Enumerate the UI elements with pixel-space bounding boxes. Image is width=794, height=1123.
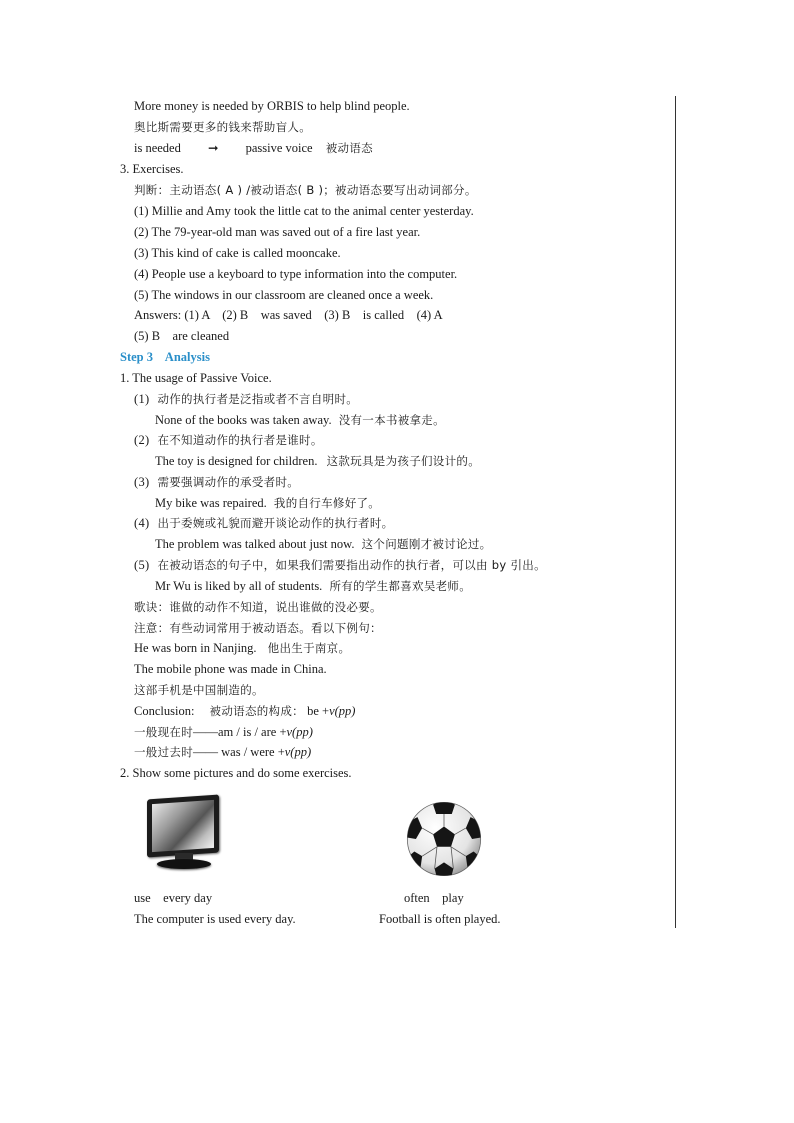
text-span: Mr Wu is liked by all of students.	[155, 579, 323, 593]
text-line	[155, 578, 471, 594]
text-span: My bike was repaired.	[155, 496, 267, 510]
text-line: Answers: (1) A (2) B was saved (3) B is called (4) A	[134, 308, 443, 322]
text-span: passive voice	[245, 141, 313, 155]
text-span: He was born in Nanjing.	[134, 641, 257, 655]
text-line: (1) Millie and Amy took the little cat to the animal center yesterday.	[134, 204, 474, 218]
text-span: 在不知道动作的执行者是谁时。	[157, 433, 323, 447]
text-line: More money is needed by ORBIS to help blind people.	[134, 99, 410, 113]
text-line: (4) People use a keyboard to type information into the computer.	[134, 267, 458, 281]
text-line: The mobile phone was made in China.	[134, 662, 327, 676]
text-line: use every day	[134, 891, 213, 905]
text-span: 动作的执行者是泛指或者不言自明时。	[157, 392, 359, 406]
usage-item	[134, 515, 393, 531]
text-line: 这部手机是中国制造的。	[134, 683, 264, 697]
text-line: 歌诀：谁做的动作不知道，说出谁做的没必要。	[134, 600, 382, 614]
text-line	[155, 495, 380, 511]
football-icon	[405, 800, 483, 878]
text-span: The toy is designed for children.	[155, 454, 318, 468]
section-heading: Step 3 Analysis	[120, 350, 210, 364]
text-line: 注意：有些动词常用于被动语态。看以下例句：	[134, 621, 382, 635]
text-span: v(pp)	[286, 725, 313, 739]
text-line: (5) The windows in our classroom are cleaned once a week.	[134, 288, 434, 302]
text-span: 这个问题刚才被讨论过。	[361, 537, 492, 551]
text-span: The problem was talked about just now.	[155, 537, 355, 551]
text-span: 被动语态的构成：	[209, 704, 304, 718]
usage-item	[134, 557, 546, 573]
text-line: 1. The usage of Passive Voice.	[120, 371, 272, 385]
text-line: Football is often played.	[379, 912, 501, 926]
margin-rule	[675, 96, 676, 928]
text-span: 在被动语态的句子中，如果我们需要指出动作的执行者，可以由 by 引出。	[157, 558, 546, 572]
text-span: ——am / is / are +	[193, 725, 287, 739]
item-number: (2)	[134, 433, 150, 447]
text-span: Conclusion:	[134, 704, 195, 718]
text-line	[134, 724, 313, 740]
text-span: be +	[307, 704, 330, 718]
text-line: (3) This kind of cake is called mooncake.	[134, 246, 341, 260]
text-span: 没有一本书被拿走。	[338, 413, 445, 427]
text-span: 被动语态	[325, 141, 373, 155]
item-number: (5)	[134, 558, 150, 572]
text-line: (5) B are cleaned	[134, 329, 230, 343]
text-span: 这款玩具是为孩子们设计的。	[326, 454, 480, 468]
item-number: (3)	[134, 475, 150, 489]
monitor-screen	[152, 800, 214, 852]
text-line	[155, 453, 480, 469]
text-span: is needed	[134, 141, 181, 155]
text-span: 需要强调动作的承受者时。	[157, 475, 300, 489]
text-span: v(pp)	[329, 704, 356, 718]
text-line	[155, 412, 445, 428]
text-span: v(pp)	[284, 745, 312, 759]
text-line	[134, 703, 355, 719]
usage-item	[134, 474, 299, 490]
arrow-icon: ➞	[207, 140, 219, 155]
monitor-frame	[147, 794, 219, 857]
text-span: —— was / were +	[193, 745, 285, 759]
text-line: (2) The 79-year-old man was saved out of a fire last year.	[134, 225, 421, 239]
text-line: 奥比斯需要更多的钱来帮助盲人。	[134, 120, 311, 134]
text-line: 判断：主动语态( A ) /被动语态( B )；被动语态要写出动词部分。	[134, 183, 477, 197]
computer-monitor-icon	[145, 795, 225, 875]
text-span: 他出生于南京。	[267, 641, 351, 655]
text-line	[134, 140, 373, 156]
item-number: (1)	[134, 392, 150, 406]
item-number: (4)	[134, 516, 150, 530]
monitor-base	[157, 859, 211, 869]
text-line: 3. Exercises.	[120, 162, 184, 176]
text-span: 出于委婉或礼貌而避开谈论动作的执行者时。	[157, 516, 394, 530]
usage-item	[134, 432, 323, 448]
text-span: 我的自行车修好了。	[273, 496, 381, 510]
text-span: 所有的学生都喜欢吴老师。	[329, 579, 472, 593]
text-line: often play	[404, 891, 464, 905]
usage-item	[134, 391, 358, 407]
text-line	[155, 536, 491, 552]
text-line: The computer is used every day.	[134, 912, 296, 926]
text-span: None of the books was taken away.	[155, 413, 332, 427]
text-line	[134, 744, 311, 760]
text-span: 一般过去时	[134, 745, 193, 759]
text-line: 2. Show some pictures and do some exercises.	[120, 766, 352, 780]
text-span: 一般现在时	[134, 725, 193, 739]
text-line	[134, 640, 350, 656]
